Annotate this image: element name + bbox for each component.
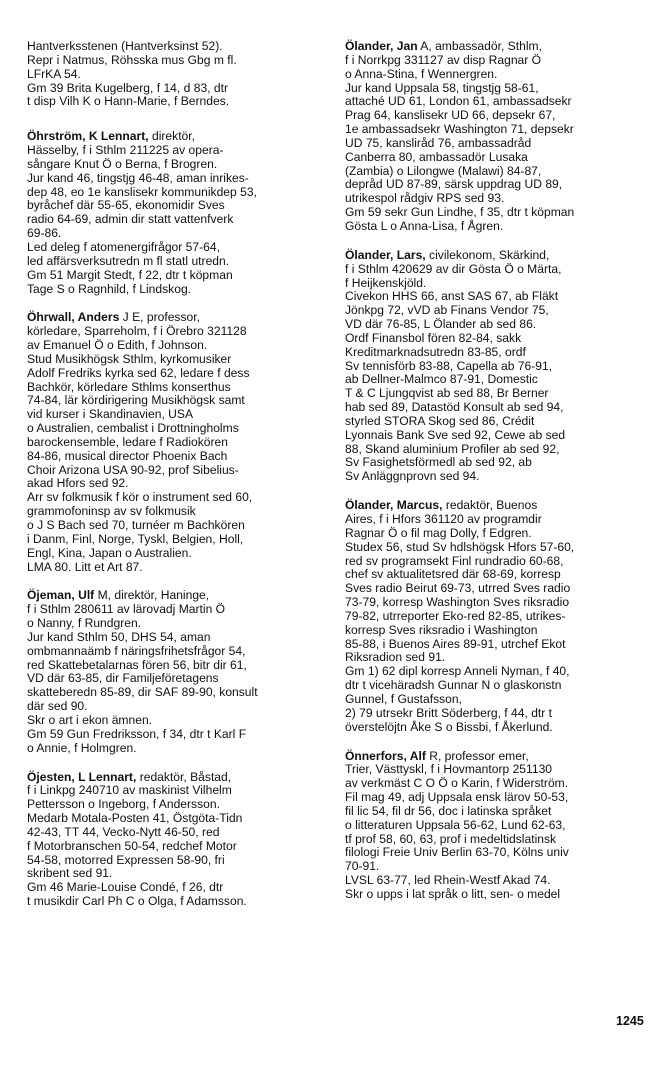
- entry-line: LMA 80. Litt et Art 87.: [27, 559, 143, 574]
- entry-line: o litteraturen Uppsala 56-62, Lund 62-63,: [345, 817, 566, 832]
- entry-ölander-lars: [345, 249, 663, 484]
- entry-line: Lyonnais Bank Sve sed 92, Cewe ab sed: [345, 427, 566, 442]
- entry-line: T & C Ljungqvist ab sed 88, Br Berner: [345, 386, 549, 401]
- entry-line: skribent sed 91.: [27, 866, 113, 881]
- entry-line: o Annie, f Holmgren.: [27, 740, 137, 755]
- entry-line: Jur kand Uppsala 58, tingstjg 58-61,: [345, 80, 539, 95]
- entry-line: [27, 311, 337, 325]
- entry-line: [27, 771, 337, 785]
- entry-line: Jur kand Sthlm 50, DHS 54, aman: [27, 629, 211, 644]
- entry-öjeman-ulf: [27, 589, 337, 755]
- entry-line: Tage S o Ragnhild, f Lindskog.: [27, 281, 192, 296]
- entry-line-text: R, professor emer,: [425, 748, 529, 763]
- entry-line: av Emanuel Ö o Edith, f Johnson.: [27, 338, 208, 353]
- entry-line: VD där 63-85, dir Familjeföretagens: [27, 671, 219, 686]
- entry-line-text: A, ambassadör, Sthlm,: [417, 39, 542, 53]
- entry-line: UD 75, kansliråd 76, ambassadråd: [345, 135, 532, 150]
- entry-line: LVSL 63-77, led Rhein-Westf Akad 74.: [345, 873, 551, 888]
- entry-line: av verkmäst C O Ö o Karin, f Widerström.: [345, 776, 569, 791]
- entry-line: o Nanny, f Rundgren.: [27, 616, 142, 631]
- entry-line: Sv tennisförb 83-88, Capella ab 76-91,: [345, 358, 553, 373]
- entry-line: Repr i Natmus, Röhsska mus Gbg m fl.: [27, 52, 237, 67]
- entry-line: styrled STORA Skog sed 86, Crédit: [345, 413, 535, 428]
- entry-ölander-marcus: [345, 499, 663, 734]
- entry-line: akad Hfors sed 92.: [27, 476, 129, 491]
- entry-line: 88, Skand aluminium Profiler ab sed 92,: [345, 441, 560, 456]
- entry-line: Kreditmarknadsutredn 83-85, ordf: [345, 344, 526, 359]
- entry-line: Choir Arizona USA 90-92, prof Sibelius-: [27, 462, 239, 477]
- page-number: 1245: [616, 1014, 644, 1028]
- entry-line: depråd UD 87-89, särsk uppdrag UD 89,: [345, 177, 563, 192]
- entry-line: f i Sthlm 280611 av lärovadj Martin Ö: [27, 602, 226, 617]
- entry-line: Hässelby, f i Sthlm 211225 av opera-: [27, 143, 224, 158]
- entry-line: Pettersson o Ingeborg, f Andersson.: [27, 797, 220, 812]
- entry-line: tf prof 58, 60, 63, prof i medeltidslatinsk: [345, 831, 557, 846]
- entry-line: led affärsverksutredn m fl statl utredn.: [27, 253, 230, 268]
- entry-line: 2) 79 utrsekr Britt Söderberg, f 44, dtr t: [345, 705, 553, 720]
- entry-line: Adolf Fredriks kyrka sed 62, ledare f dess: [27, 365, 250, 380]
- entry-line: ab Dellner-Malmco 87-91, Domestic: [345, 372, 538, 387]
- entry-line: f i Sthlm 420629 av dir Gösta Ö o Märta,: [345, 261, 562, 276]
- entry-line: skatteberedn 85-89, dir SAF 89-90, konsult: [27, 685, 258, 700]
- entry-ölander-jan: [345, 40, 663, 234]
- entry-line: Gm 51 Margit Stedt, f 22, dtr t köpman: [27, 267, 233, 282]
- entry-line: [345, 750, 663, 764]
- entry-line: fil lic 54, fil dr 56, doc i latinska språket: [345, 803, 552, 818]
- entry-line: Sv Fasighetsförmedl ab sed 92, ab: [345, 455, 532, 470]
- entry-line: vid kurser i Skandinavien, USA: [27, 407, 194, 422]
- entry-line: korresp Sves riksradio i Washington: [345, 622, 538, 637]
- entry-line: dtr t vicehäradsh Gunnar N o glaskonstn: [345, 678, 562, 693]
- entry-line: 1e ambassadsekr Washington 71, depsekr: [345, 122, 574, 137]
- entry-line: Studex 56, stud Sv hdlshögsk Hfors 57-60,: [345, 539, 575, 554]
- entry-line: Aires, f i Hfors 361120 av programdir: [345, 512, 542, 526]
- entry-line: Fil mag 49, adj Uppsala ensk lärov 50-53,: [345, 790, 569, 805]
- entry-line: Gm 46 Marie-Louise Condé, f 26, dtr: [27, 880, 224, 895]
- entry-line: Ordf Finansbol fören 82-84, sakk: [345, 330, 522, 345]
- left-column: [27, 40, 337, 924]
- entry-line: Gösta L o Anna-Lisa, f Ågren.: [345, 218, 504, 233]
- entry-line: Trier, Västtyskl, f i Hovmantorp 251130: [345, 762, 553, 777]
- entry-line: Gm 59 sekr Gun Lindhe, f 35, dtr t köpman: [345, 205, 575, 220]
- entry-line: 73-79, korresp Washington Sves riksradio: [345, 595, 570, 610]
- entry-line: Medarb Motala-Posten 41, Östgöta-Tidn: [27, 811, 243, 826]
- entry-line: överstelöjtn Åke S o Bissbi, f Åkerlund.: [345, 719, 553, 734]
- entry-line: f i Norrkpg 331127 av disp Ragnar Ö: [345, 52, 542, 67]
- entry-line: o Anna-Stina, f Wennergren.: [345, 66, 498, 81]
- entry-line: Jönkpg 72, vVD ab Finans Vendor 75,: [345, 303, 549, 318]
- entry-headword: Ölander, Jan: [345, 39, 418, 53]
- entry-line: Skr o art i ekon ämnen.: [27, 712, 153, 727]
- entry-line: 74-84, lär kördirigering Musikhögsk samt: [27, 393, 245, 408]
- entry-line: Stud Musikhögsk Sthlm, kyrkomusiker: [27, 351, 232, 366]
- entry-line: Ragnar Ö o fil mag Dolly, f Edgren.: [345, 525, 532, 540]
- entry-line: Gm 1) 62 dipl korresp Anneli Nyman, f 40,: [345, 664, 570, 679]
- entry-headword: Önnerfors, Alf: [345, 748, 426, 763]
- entry-line: utrikespol rådgiv RPS sed 93.: [345, 191, 505, 206]
- entry-line-text: J E, professor,: [119, 310, 200, 325]
- entry-line: Riksradion sed 91.: [345, 650, 446, 665]
- entry-line: [27, 130, 337, 144]
- entry-öhrström-k-lennart: [27, 130, 337, 296]
- entry-line-text: civilekonom, Skärkind,: [425, 247, 550, 262]
- entry-line: körledare, Sparreholm, f i Örebro 321128: [27, 324, 247, 339]
- entry-line: (Zambia) o Lilongwe (Malawi) 84-87,: [345, 163, 542, 178]
- entry-headword: Öhrström, K Lennart,: [27, 129, 149, 144]
- entry-öjesten-l-lennart: [27, 771, 337, 909]
- entry-line: o J S Bach sed 70, turnéer m Bachkören: [27, 518, 245, 532]
- entry-line: byråchef där 55-65, ekonomidir Sves: [27, 198, 225, 213]
- entry-line: [345, 40, 663, 54]
- entry-line: där sed 90.: [27, 699, 88, 714]
- entry-önnerfors-alf: [345, 750, 663, 902]
- entry-line: o Australien, cembalist i Drottningholms: [27, 421, 239, 436]
- entry-line: LFrKA 54.: [27, 66, 81, 81]
- entry-line: i Danm, Finl, Norge, Tyskl, Belgien, Holl,: [27, 531, 244, 546]
- entry-line: 85-88, i Buenos Aires 89-91, utrchef Ekot: [345, 636, 566, 651]
- entry-line: Gm 59 Gun Fredriksson, f 34, dtr t Karl F: [27, 726, 247, 741]
- entry-line: Gm 39 Brita Kugelberg, f 14, d 83, dtr: [27, 80, 228, 95]
- entry-line: Gunnel, f Gustafsson,: [345, 691, 462, 706]
- entry-line-text: redaktör, Båstad,: [136, 769, 232, 784]
- entry-headword: Ölander, Lars,: [345, 247, 426, 262]
- entry-line: hab sed 89, Datastöd Konsult ab sed 94,: [345, 400, 564, 415]
- entry-line: t disp Vilh K o Hann-Marie, f Berndes.: [27, 94, 230, 109]
- entry-line: Civekon HHS 66, anst SAS 67, ab Fläkt: [345, 289, 559, 304]
- entry-line-text: direktör,: [148, 129, 196, 144]
- entry-line-text: M, direktör, Haninge,: [94, 588, 210, 603]
- entry-line: 42-43, TT 44, Vecko-Nytt 46-50, red: [27, 824, 220, 839]
- entry-line: Engl, Kina, Japan o Australien.: [27, 545, 192, 560]
- entry-line: Arr sv folkmusik f kör o instrument sed 60,: [27, 490, 253, 505]
- entry-line: Skr o upps i lat språk o litt, sen- o medel: [345, 886, 561, 901]
- entry-line: [345, 499, 663, 513]
- entry-line: barockensemble, ledare f Radiokören: [27, 434, 229, 449]
- entry-line: sångare Knut Ö o Berna, f Brogren.: [27, 156, 218, 171]
- entry-line: f Motorbranschen 50-54, redchef Motor: [27, 838, 237, 853]
- entry-continuation: [27, 40, 337, 109]
- entry-headword: Ölander, Marcus,: [345, 498, 443, 513]
- entry-line: 79-82, utrreporter Eko-red 82-85, utrikes-: [345, 608, 566, 623]
- entry-line: VD där 76-85, L Ölander ab sed 86.: [345, 317, 537, 332]
- entry-line: t musikdir Carl Ph C o Olga, f Adamsson.: [27, 894, 247, 909]
- entry-line: radio 64-69, admin dir statt vattenfverk: [27, 212, 234, 227]
- entry-line: filologi Freie Univ Berlin 63-70, Kölns univ: [345, 845, 569, 860]
- entry-line: Hantverksstenen (Hantverksinst 52).: [27, 39, 223, 53]
- entry-headword: Öhrwall, Anders: [27, 310, 120, 325]
- entry-line: Prag 64, kanslisekr UD 66, depsekr 67,: [345, 108, 556, 123]
- entry-line: [345, 249, 663, 263]
- right-column: [345, 40, 663, 917]
- entry-line: 84-86, musical director Phoenix Bach: [27, 448, 228, 463]
- entry-line: 54-58, motorred Expressen 58-90, fri: [27, 852, 225, 867]
- entry-line: grammofoninsp av sv folkmusik: [27, 504, 196, 519]
- entry-line: 69-86.: [27, 226, 62, 241]
- entry-line: Canberra 80, ambassadör Lusaka: [345, 149, 528, 164]
- entry-line: Bachkör, körledare Sthlms konserthus: [27, 379, 231, 394]
- entry-line: chef sv aktualitetsred där 68-69, korresp: [345, 567, 561, 582]
- entry-headword: Öjesten, L Lennart,: [27, 769, 137, 784]
- entry-line: 70-91.: [345, 859, 380, 874]
- entry-line: [27, 589, 337, 603]
- entry-line: Sves radio Beirut 69-73, utrred Sves radio: [345, 581, 571, 596]
- entry-line: dep 48, eo 1e kanslisekr kommunikdep 53,: [27, 184, 257, 199]
- entry-öhrwall-anders: [27, 311, 337, 574]
- entry-line: f i Linkpg 240710 av maskinist Vilhelm: [27, 783, 232, 798]
- entry-line: Sv Anläggnprovn sed 94.: [345, 469, 480, 484]
- entry-line: ombmannaämb f näringsfrihetsfrågor 54,: [27, 643, 246, 658]
- entry-line: f Heijkenskjöld.: [345, 275, 427, 290]
- entry-line: attaché UD 61, London 61, ambassadsekr: [345, 94, 572, 109]
- entry-line: red Skattebetalarnas fören 56, bitr dir 61,: [27, 657, 247, 672]
- entry-line: Led deleg f atomenergifrågor 57-64,: [27, 239, 220, 254]
- entry-line: Jur kand 46, tingstjg 46-48, aman inrikes-: [27, 170, 249, 185]
- entry-line: red sv programsekt Finl rundradio 60-68,: [345, 553, 564, 568]
- entry-headword: Öjeman, Ulf: [27, 588, 95, 603]
- entry-line-text: redaktör, Buenos: [442, 498, 538, 513]
